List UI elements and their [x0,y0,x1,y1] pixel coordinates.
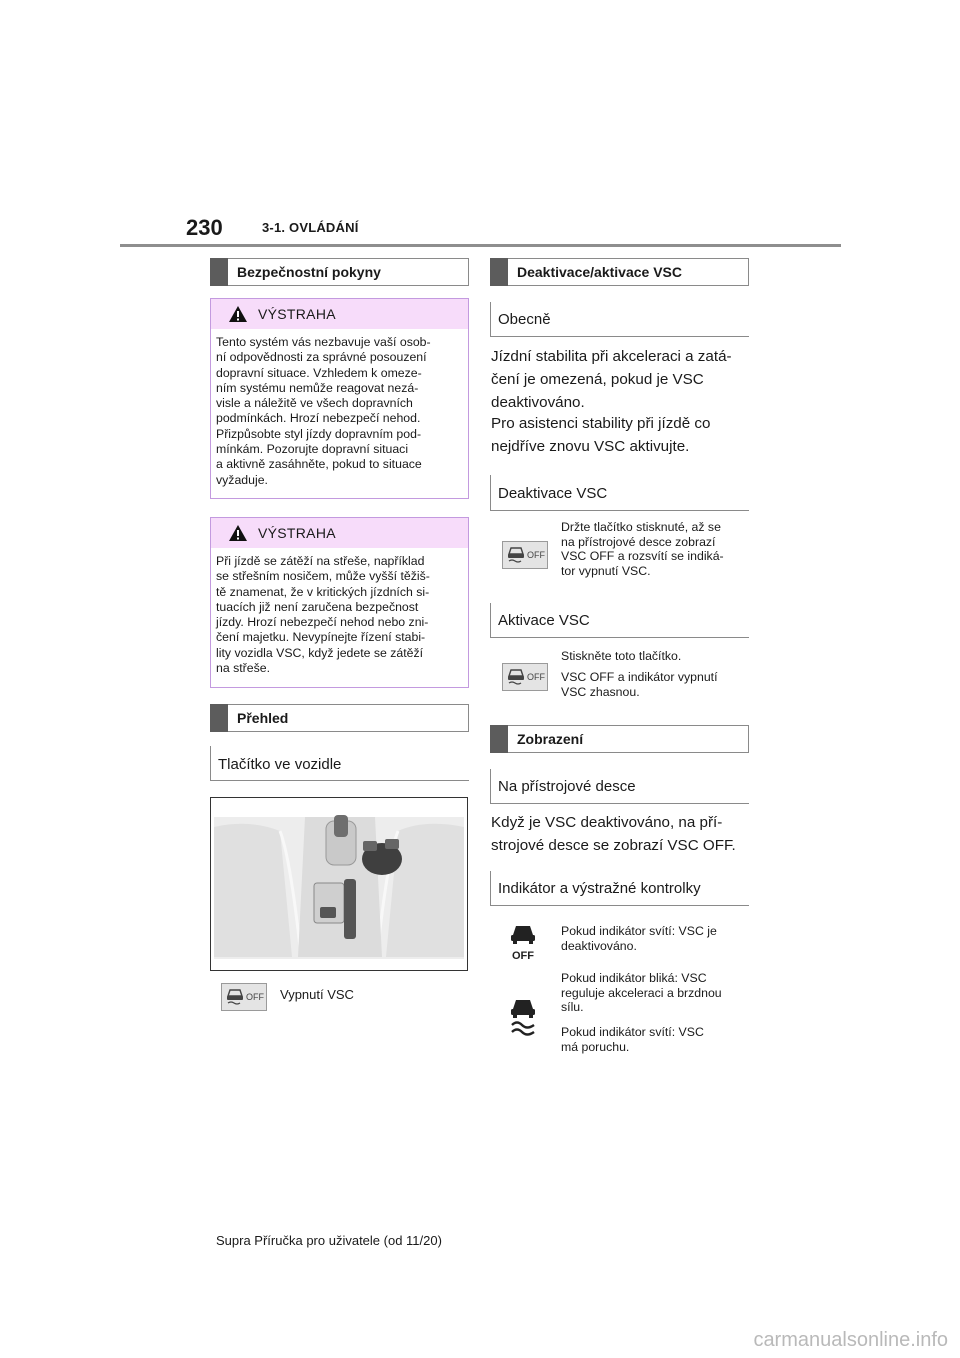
section-heading-label: Přehled [237,710,289,726]
subheading-label: Tlačítko ve vozidle [218,756,342,773]
vsc-off-button [502,541,548,569]
subheading-activate [490,603,749,638]
footer-text: Supra Příručka pro uživatele (od 11/20) [216,1233,442,1248]
vsc-off-indicator-icon [509,924,537,962]
off-label: OFF [527,672,545,682]
vsc-car-skid-icon [507,545,525,565]
activate-text-1: Stiskněte toto tlačítko. [561,649,682,663]
section-heading-label: Deaktivace/aktivace VSC [517,264,682,280]
watermark: carmanualsonline.info [753,1329,948,1351]
section-heading-deactivation [490,258,749,286]
warning-title-bar [211,299,468,329]
subheading-button-in-vehicle [210,746,469,781]
section-heading-safety [210,258,469,286]
subheading-indicators [490,871,749,906]
warning-box-1 [210,298,469,499]
warning-triangle-icon [228,305,248,323]
subheading-label: Aktivace VSC [498,612,590,629]
activate-text-2: VSC OFF a indikátor vypnutí VSC zhasnou. [561,670,718,699]
subheading-general [490,302,749,337]
warning-triangle-icon [228,524,248,542]
heading-bar [210,704,228,732]
indicator2-text-2: Pokud indikátor svítí: VSC má poruchu. [561,1025,704,1054]
warning-text: Tento systém vás nezbavuje vaší osob- ní odpovědnosti za správné posouzení dopravní situace. Vzhledem k omeze- ním systému nemůže reagovat nezá- visle a náležitě ve všech dopravních podmínkách. Hrozí nebezpečí nehod. Přizpůsobte styl jízdy dopravním pod- mínkám. Pozorujte dopravní situaci a aktivně zasáhněte, pokud to situace vyžaduje. [216,335,431,487]
warning-title-bar [211,518,468,548]
page-number: 230 [186,215,223,240]
chapter-title: 3-1. OVLÁDÁNÍ [262,220,359,235]
section-heading-overview [210,704,469,732]
indicator-off-text: OFF [512,950,534,962]
heading-bar [490,725,508,753]
cluster-text: Když je VSC deaktivováno, na pří- strojové desce se zobrazí VSC OFF. [491,814,736,854]
vsc-off-button [221,983,267,1011]
warning-title: VÝSTRAHA [258,525,336,541]
indicator1-text: Pokud indikátor svítí: VSC je deaktivováno. [561,924,717,953]
vsc-off-button [502,663,548,691]
indicator2-text-1: Pokud indikátor bliká: VSC reguluje akceleraci a brzdnou sílu. [561,971,722,1014]
general-text-2: Pro asistenci stability při jízdě co nejdříve znovu VSC aktivujte. [491,415,711,455]
vsc-car-skid-icon [226,987,244,1007]
warning-box-2 [210,517,469,688]
header-divider [120,244,841,247]
section-heading-label: Zobrazení [517,731,584,747]
vsc-active-indicator-icon [509,998,537,1036]
subheading-label: Deaktivace VSC [498,485,608,502]
general-text: Jízdní stabilita při akceleraci a zatá- čení je omezená, pokud je VSC deaktivováno. [491,348,732,411]
warning-title: VÝSTRAHA [258,306,336,322]
heading-bar [490,258,508,286]
button-caption: Vypnutí VSC [280,987,354,1002]
off-label: OFF [527,550,545,560]
warning-text: Při jízdě se zátěží na střeše, například se střešním nosičem, může vyšší těžiš- tě znamenat, že v kritických jízdních si- tuacích již není zaručena bezpečnost jízdy. Hrozí nebezpečí nehod nebo zni- čení majetku. Nevypínejte řízení stabi- lity vozidla VSC, když jedete se zátěží na střeše. [216,554,430,676]
subheading-label: Indikátor a výstražné kontrolky [498,880,701,897]
subheading-instrument-cluster [490,769,749,804]
vsc-car-skid-icon [507,667,525,687]
center-console-illustration [210,797,468,971]
off-label: OFF [246,992,264,1002]
subheading-label: Obecně [498,311,551,328]
subheading-label: Na přístrojové desce [498,778,636,795]
heading-bar [210,258,228,286]
section-heading-display [490,725,749,753]
subheading-deactivate [490,475,749,511]
deactivate-text: Držte tlačítko stisknuté, až se na přístrojové desce zobrazí VSC OFF a rozsvítí se indiká- tor vypnutí VSC. [561,520,724,578]
section-heading-label: Bezpečnostní pokyny [237,264,381,280]
